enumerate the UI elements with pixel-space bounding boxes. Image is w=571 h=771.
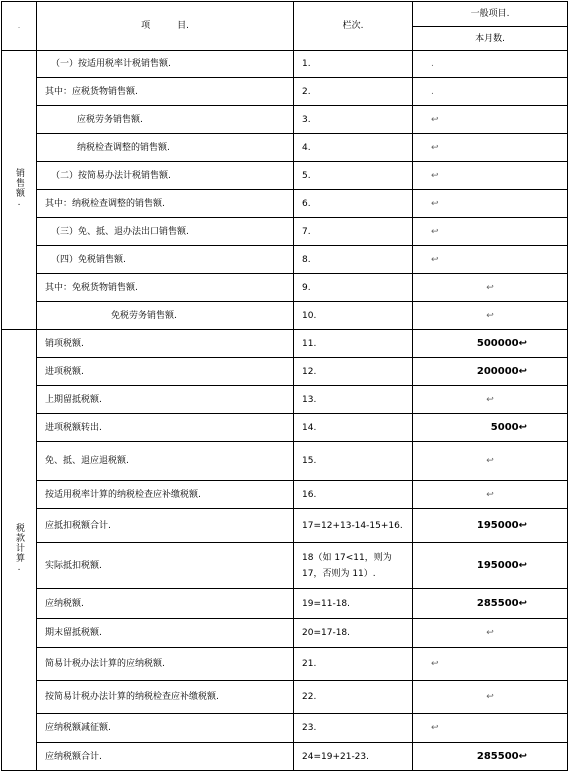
row-item: 应抵扣税额合计.	[37, 509, 294, 543]
row-value: ↩	[413, 218, 568, 246]
table-row	[2, 714, 568, 743]
row-item: 实际抵扣税额.	[37, 543, 294, 589]
group-sales-cell	[2, 51, 37, 330]
row-number: 23.	[294, 714, 413, 743]
group-sales-label: 销售额.	[14, 167, 24, 209]
row-value: ↩	[413, 681, 568, 714]
group-tax-label: 税款计算.	[14, 522, 24, 574]
row-item: （二）按简易办法计税销售额.	[37, 162, 294, 190]
row-item: （一）按适用税率计税销售额.	[37, 51, 294, 78]
row-number-line-1: 18（如 17<11，则为	[302, 552, 392, 563]
table-row	[2, 743, 568, 771]
row-number: 24=19+21-23.	[294, 743, 413, 771]
row-value: 195000↩	[413, 543, 568, 589]
row-number: 10.	[294, 302, 413, 330]
row-item: 简易计税办法计算的应纳税额.	[37, 648, 294, 681]
row-number-line-2: 17，否则为 11）.	[302, 568, 376, 579]
row-value: 5000↩	[413, 414, 568, 442]
row-number: 12.	[294, 358, 413, 386]
row-value: ↩	[413, 246, 568, 274]
row-number: 19=11-18.	[294, 589, 413, 619]
row-item: 免、抵、退应退税额.	[37, 442, 294, 481]
table-row	[2, 162, 568, 190]
row-item: 免税劳务销售额.	[37, 302, 294, 330]
table-row	[2, 358, 568, 386]
row-number: 7.	[294, 218, 413, 246]
row-value: 200000↩	[413, 358, 568, 386]
tax-return-table	[1, 1, 568, 771]
row-number: 17=12+13-14-15+16.	[294, 509, 413, 543]
table-row	[2, 302, 568, 330]
table-row	[2, 246, 568, 274]
row-number: 16.	[294, 481, 413, 509]
row-value: ↩	[413, 386, 568, 414]
table-row	[2, 190, 568, 218]
header-corner-cell	[2, 2, 37, 51]
row-value: ↩	[413, 106, 568, 134]
row-number: 9.	[294, 274, 413, 302]
row-value: ↩	[413, 714, 568, 743]
row-value: 285500↩	[413, 589, 568, 619]
table-row	[2, 386, 568, 414]
row-item: 按简易计税办法计算的纳税检查应补缴税额.	[37, 681, 294, 714]
row-value: ↩	[413, 442, 568, 481]
row-value: 195000↩	[413, 509, 568, 543]
row-item: 应纳税额.	[37, 589, 294, 619]
row-item: 其中：纳税检查调整的销售额.	[37, 190, 294, 218]
table-row	[2, 619, 568, 648]
row-number: 4.	[294, 134, 413, 162]
header-row-1	[2, 2, 568, 27]
table-row	[2, 414, 568, 442]
row-number: 13.	[294, 386, 413, 414]
row-number: 22.	[294, 681, 413, 714]
row-value: ↩	[413, 162, 568, 190]
row-value: ↩	[413, 134, 568, 162]
row-item: （三）免、抵、退办法出口销售额.	[37, 218, 294, 246]
row-item: 应纳税额减征额.	[37, 714, 294, 743]
row-value: ↩	[413, 619, 568, 648]
row-value: .	[413, 51, 568, 78]
row-item: 应税劳务销售额.	[37, 106, 294, 134]
row-value: ↩	[413, 274, 568, 302]
row-number: 8.	[294, 246, 413, 274]
row-item: 期末留抵税额.	[37, 619, 294, 648]
table-row	[2, 274, 568, 302]
row-value: 285500↩	[413, 743, 568, 771]
row-number: 11.	[294, 330, 413, 358]
row-item: 纳税检查调整的销售额.	[37, 134, 294, 162]
row-number: 20=17-18.	[294, 619, 413, 648]
row-value: 500000↩	[413, 330, 568, 358]
row-value: ↩	[413, 190, 568, 218]
row-item: 进项税额转出.	[37, 414, 294, 442]
row-number: 3.	[294, 106, 413, 134]
row-item: 进项税额.	[37, 358, 294, 386]
table-row	[2, 589, 568, 619]
table-row	[2, 481, 568, 509]
table-row	[2, 78, 568, 106]
table-row	[2, 134, 568, 162]
row-item: 上期留抵税额.	[37, 386, 294, 414]
row-number: 5.	[294, 162, 413, 190]
table-row	[2, 218, 568, 246]
row-number	[294, 543, 413, 589]
row-value: ↩	[413, 648, 568, 681]
group-tax-cell	[2, 330, 37, 771]
row-number: 15.	[294, 442, 413, 481]
header-current-month: 本月数.	[413, 27, 568, 51]
table-row	[2, 106, 568, 134]
table-row	[2, 648, 568, 681]
header-general-project: 一般项目.	[413, 2, 568, 27]
row-number: 1.	[294, 51, 413, 78]
table-row	[2, 543, 568, 589]
table-row	[2, 330, 568, 358]
row-item: 销项税额.	[37, 330, 294, 358]
header-item: 项 目.	[37, 2, 294, 51]
row-value: ↩	[413, 302, 568, 330]
row-item: 按适用税率计算的纳税检查应补缴税额.	[37, 481, 294, 509]
row-value: .	[413, 78, 568, 106]
table-row	[2, 681, 568, 714]
row-number: 6.	[294, 190, 413, 218]
row-item: 其中：免税货物销售额.	[37, 274, 294, 302]
header-corner: .	[17, 21, 21, 30]
header-column-number: 栏次.	[294, 2, 413, 51]
table-row	[2, 442, 568, 481]
row-number: 21.	[294, 648, 413, 681]
row-item: （四）免税销售额.	[37, 246, 294, 274]
row-number: 2.	[294, 78, 413, 106]
row-value: ↩	[413, 481, 568, 509]
row-item: 其中：应税货物销售额.	[37, 78, 294, 106]
row-number: 14.	[294, 414, 413, 442]
table-row	[2, 51, 568, 78]
table-row	[2, 509, 568, 543]
row-item: 应纳税额合计.	[37, 743, 294, 771]
